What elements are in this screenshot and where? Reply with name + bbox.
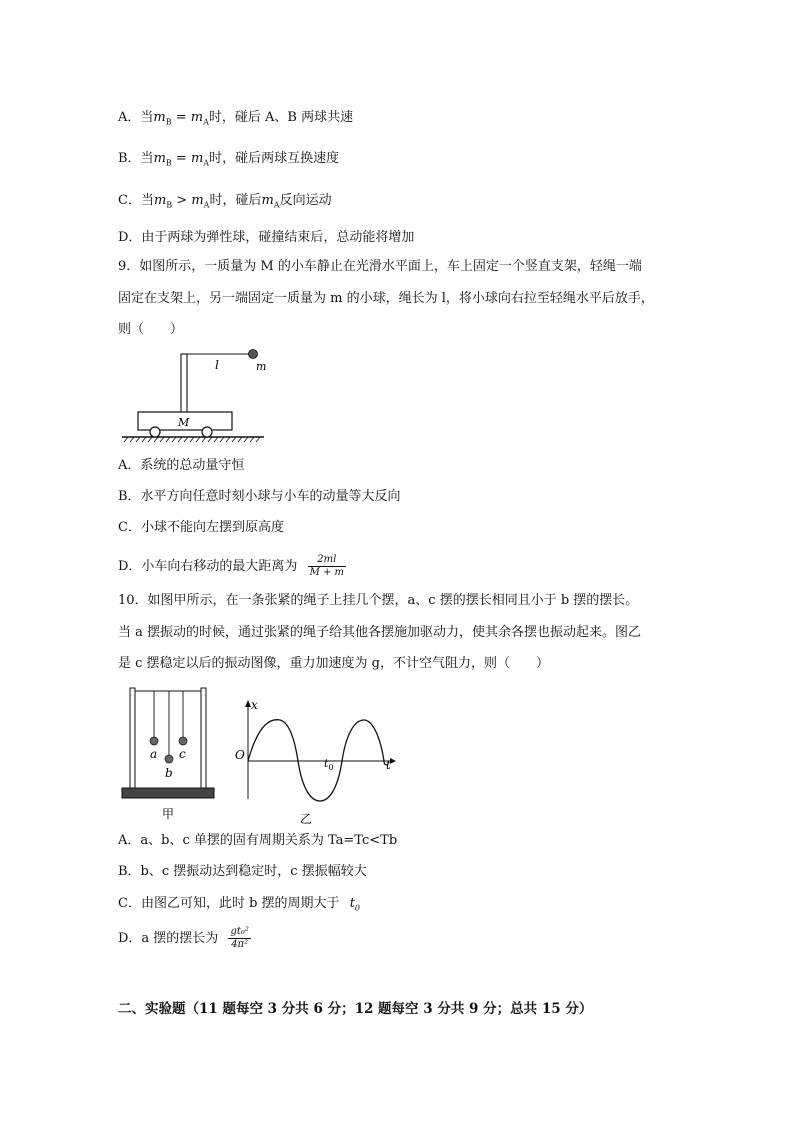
label-m: m [256, 360, 267, 373]
pendulum-c-bob [179, 737, 187, 745]
q9-stem-line1: 9．如图所示，一质量为 M 的小车静止在光滑水平面上，车上固定一个竖直支架，轻绳一端 [118, 259, 642, 274]
label-l: l [215, 358, 219, 372]
q9-fraction: $\frac{2ml}{M + m}$ [309, 554, 345, 578]
label-a: a [150, 747, 158, 761]
q10-option-a: A．a、b、c 单摆的固有周期关系为 Ta=Tc<Tb [118, 833, 398, 848]
q10-stem-line2: 当 a 摆振动的时候，通过张紧的绳子给其他各摆施加驱动力，使其余各摆也振动起来。图乙 [118, 625, 642, 640]
q9-option-d: D．小车向右移动的最大距离为 $\frac{2ml}{M + m}$ [118, 554, 345, 578]
q10-pendulum-figure [120, 682, 220, 822]
caption-yi: 乙 [300, 812, 313, 826]
pendulum-b-bob [165, 755, 173, 763]
label-t0: $t_0$ [324, 757, 334, 772]
q10-vibration-graph [230, 695, 400, 827]
q10-option-c: C．由图乙可知，此时 b 摆的周期大于 $t_0$ [118, 896, 361, 913]
frame-left-post [130, 688, 135, 788]
label-origin: O [235, 748, 245, 762]
ball [249, 350, 258, 359]
q9-option-c: C．小球不能向左摆到原高度 [118, 520, 284, 535]
q9-stem-line3: 则（ ） [118, 322, 184, 337]
frame-right-post [201, 688, 206, 788]
q10-fraction: $\frac{\text{gt₀²}}{\text{4π²}}$ [230, 926, 249, 950]
q8-option-c: C．当$m_B > m_A$时，碰后$m_A$反向运动 [118, 193, 332, 210]
q10-stem-line1: 10．如图甲所示，在一条张紧的绳子上挂几个摆，a、c 摆的摆长相同且小于 b 摆的摆长。 [118, 593, 639, 608]
q8-option-b: B．当$m_B = m_A$时，碰后两球互换速度 [118, 151, 340, 168]
frame-base [122, 788, 214, 798]
label-c: c [179, 747, 186, 761]
label-b: b [165, 766, 173, 780]
t-axis-arrow [390, 758, 396, 764]
q9-option-a: A．系统的总动量守恒 [118, 458, 245, 473]
q9-cart-figure [118, 342, 268, 447]
q9-option-b: B．水平方向任意时刻小球与小车的动量等大反向 [118, 489, 401, 504]
q8-option-d: D．由于两球为弹性球，碰撞结束后，总动能将增加 [118, 230, 415, 245]
label-x: x [251, 698, 258, 712]
cart-wheel-right [202, 427, 212, 437]
sine-curve [248, 720, 388, 801]
ground-hatching [124, 437, 260, 442]
support-post [181, 354, 187, 412]
cart-wheel-left [150, 427, 160, 437]
q8-option-a: A．当$m_B = m_A$时，碰后 A、B 两球共速 [118, 110, 354, 127]
q10-option-b: B．b、c 摆振动达到稳定时，c 摆振幅较大 [118, 864, 367, 879]
pendulum-a-bob [150, 737, 158, 745]
q10-stem-line3: 是 c 摆稳定以后的振动图像，重力加速度为 g，不计空气阻力，则（ ） [118, 656, 549, 671]
label-t: t [386, 758, 391, 772]
q10-option-d: D．a 摆的摆长为 $\frac{\text{gt₀²}}{\text{4π²}}$ [118, 926, 249, 950]
caption-jia: 甲 [162, 807, 175, 821]
label-M: M [178, 416, 190, 429]
q9-stem-line2: 固定在支架上，另一端固定一质量为 m 的小球，绳长为 l，将小球向右拉至轻绳水平后放手， [118, 291, 654, 306]
section-2-heading: 二、实验题（11 题每空 3 分共 6 分；12 题每空 3 分共 9 分；总共 15 分） [118, 1001, 593, 1017]
